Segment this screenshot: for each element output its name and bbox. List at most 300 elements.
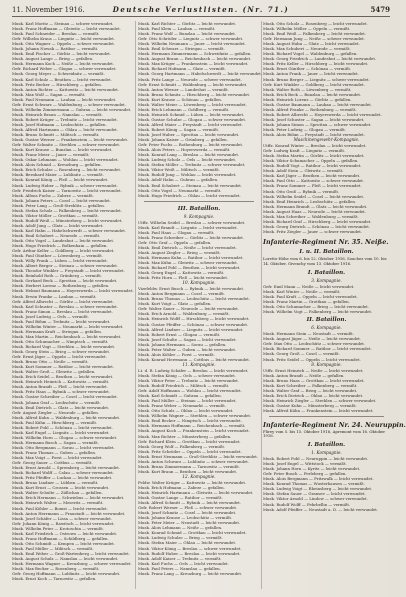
casualty-entry: Musk. Bruno Haas — Grottkau — leicht verwundet. <box>263 377 365 383</box>
casualty-entry: Musk. Fritz Lange — Neurode — schwer verwundet. <box>138 76 242 82</box>
casualty-entry: Musk. August Lange — Brieg — gefallen. <box>12 56 94 62</box>
casualty-entry: Musk. Viktor Weiß — Militsch — vermißt. <box>138 167 220 173</box>
casualty-entry: Musk. Oskar Lehmann — Wohlau — leicht verwundet. <box>12 157 119 163</box>
casualty-entry: Musk. Max Voigt — Forst — leicht verwundet. <box>12 455 103 461</box>
casualty-entry: Musk. Kurt Krause — Bunzlau — leicht verwundet. <box>12 147 113 153</box>
casualty-entry: Musk. Anton Herrmann — Fraustadt — leicht verwundet. <box>12 510 126 516</box>
casualty-entry: Musk. Max Kühn — Gleiwitz — schwer verwundet. <box>138 260 238 266</box>
casualty-entry: Musk. Rudolf Vogt — Ratibor — leicht verwundet. <box>263 163 362 169</box>
casualty-entry: Musk. Paul Haas — Glogau — vermißt. <box>138 229 215 235</box>
casualty-entry: Musk. Ernst Arnold — Spremberg — leicht verwundet. <box>12 465 121 471</box>
casualty-entry: Gefr. Hermann Jung — Neiße — schwer verwundet. <box>263 36 365 42</box>
casualty-entry: Musk. Johann Hermann — Sorau — gefallen. <box>138 341 227 347</box>
casualty-entry: Gefr. Robert Werner — Pleß — schwer verwundet. <box>138 505 238 511</box>
section-heading: III. Bataillon. <box>177 205 221 212</box>
casualty-entry: Musk. Gustav Werner — Frankenstein — leicht verwundet. <box>12 137 129 143</box>
casualty-entry: Musk. Wilhelm Wagner — Strehlen — schwer verwundet. <box>138 413 252 419</box>
casualty-entry: Musk. Karl Fuchs — Oels — leicht verwundet. <box>138 560 229 566</box>
casualty-entry: Musk. Bruno Otto — Neiße — vermißt. <box>12 359 89 365</box>
casualty-entry: Musk. Erich Hermann — Schwiebus — leicht verwundet. <box>12 495 125 501</box>
section-heading: I. u. II. Bataillon. <box>299 249 354 256</box>
casualty-entry: Musk. Heinrich Ziegler — Strehlen — schwer verwundet. <box>263 397 377 403</box>
subsection-heading: Maschinengewehr-Kompagnie. <box>293 137 360 143</box>
casualty-entry: Musk. Karl Friedrich — Ostrowo — leicht verwundet. <box>12 530 118 536</box>
casualty-entry: Musk. Paul Kühn — Hirschberg — vermißt. <box>12 419 98 425</box>
casualty-entry: Musk. Viktor Schumacher — Oppeln — gefallen. <box>263 158 359 164</box>
casualty-entry: Musk. Alfred Kuhn — Waldenburg — leicht verwundet. <box>12 414 121 420</box>
casualty-entry: Utffz. Konrad Winter — Breslau — leicht verwundet. <box>263 143 367 149</box>
casualty-entry: Musk. Karl Hahn — Habelschwerdt — schwer verwundet. <box>12 227 127 233</box>
casualty-entry: Musk. Hermann Busch — Sagan — vermißt. <box>12 439 99 445</box>
page-header <box>12 4 390 17</box>
casualty-entry: Musk. Heinrich Walter — Meseritz — vermißt. <box>12 500 104 506</box>
casualty-entry: Musk. Adolf Hahn — Guhrau — gefallen. <box>138 177 219 183</box>
casualty-entry: Musk. Rudolf Jung — Wohlau — leicht verwundet. <box>138 172 237 178</box>
casualty-entry: Utffz. Wilhelm Seidel — Breslau — schwer verwundet. <box>138 219 246 225</box>
casualty-entry: Musk. Heinrich Wolff — Hirschberg — leicht verwundet. <box>138 316 250 322</box>
casualty-entry: Gefr. Peter Fuchs — Rothenburg — leicht verwundet. <box>138 142 244 148</box>
casualty-entry: Gefr. Ernst Jäger — Oppeln — leicht verwundet. <box>12 354 107 360</box>
casualty-entry: Musk. Stefan Scholz — Falkenberg — leicht verwundet. <box>12 207 122 213</box>
casualty-entry: Musk. Peter Walter — Guben — leicht verwundet. <box>138 346 237 352</box>
casualty-entry: Musk. Stefan Martin — Görlitz — leicht verwundet. <box>263 153 365 159</box>
casualty-entry: Musk. Rudolf Friedrich — Militsch — vermißt. <box>138 383 230 389</box>
casualty-entry: Musk. Ludwig Huber — Rybnik — schwer verwundet. <box>12 182 118 188</box>
casualty-entry: Musk. Kurt Voigt — Glatz — gefallen. <box>138 301 212 307</box>
casualty-entry: Gefr. Richard Klein — Grottkau — leicht verwundet. <box>138 438 241 444</box>
casualty-entry: Musk. Fritz Becker — Hirschberg — gefallen. <box>12 81 102 87</box>
casualty-entry: Musk. Franz Hoffmann — Schildberg — gefallen. <box>12 535 109 541</box>
casualty-entry: Musk. Hermann Wagner — Kreuzburg — schwer verwundet. <box>12 561 132 567</box>
casualty-entry: Lt. d. R. Ludwig Schäfer — Breslau — leicht verwundet. <box>138 367 249 373</box>
casualty-entry: Musk. Albert Berger — Steinau — schwer verwundet. <box>12 263 119 269</box>
casualty-entry: Musk. Georg Wolf — Falkenberg — vermißt. <box>138 443 226 449</box>
casualty-entry: Musk. Ernst Neumann — Groß-Strehlitz — leicht verwundet. <box>138 453 259 459</box>
casualty-entry: Musk. Hermann Hoffmann — Reichenbach — vermißt. <box>138 423 246 429</box>
casualty-entry: Musk. Wilhelm Horn — Glogau — schwer verwundet. <box>12 434 118 440</box>
casualty-entry: Vizefeldw. Ernst Busch — Rybnik — leicht verwundet. <box>138 286 245 292</box>
casualty-entry: Musk. Stefan Sauer — Gransee — leicht verwundet. <box>263 491 366 497</box>
casualty-entry: Musk. Johann Peters — Cosel — leicht verwundet. <box>12 197 111 203</box>
casualty-entry: Musk. Paul Günther — Löwenberg — vermißt. <box>12 253 104 259</box>
section-heading: II. Bataillon. <box>306 317 347 324</box>
casualty-entry: Musk. Franz Hoffmann — Gleiwitz — leicht verwundet. <box>12 26 121 32</box>
casualty-entry: Musk. Paul Schneider — Breslau — vermißt. <box>12 31 100 37</box>
casualty-entry: Musk. Georg Hartmann — Habelschwerdt — leicht verwundet. <box>138 71 263 77</box>
casualty-entry: Musk. Erwin Franke — Lauban — vermißt. <box>12 293 97 299</box>
text-column-1 <box>12 21 134 591</box>
column-divider <box>135 21 136 589</box>
casualty-entry: Musk. Bruno Schmitt — Militsch — vermißt. <box>12 132 100 138</box>
casualty-entry: Musk. Hermann Kraft — Striegau — gefallen. <box>12 328 102 334</box>
casualty-entry: Musk. Emil Schubert — Neurode — vermißt. <box>12 232 101 238</box>
text-column-2 <box>138 21 263 591</box>
casualty-entry: Musk. Hugo Friedrich — Ohlau — leicht verwundet. <box>138 192 241 198</box>
location-note: Loretto-Höhe vom 6. bis 12. Oktober 1916, Souchez vom 10. bis 14. Oktober, Givenchy vom 13. Oktober 1916. <box>263 256 387 267</box>
casualty-entry: Musk. Alois Peters — Hoyerswerda — vermißt. <box>138 147 231 153</box>
casualty-entry: Musk. Karl Brandt — Liegnitz — leicht verwundet. <box>138 224 238 230</box>
casualty-entry: Musk. Franz Lang — Kreuzburg — leicht verwundet. <box>138 570 243 576</box>
casualty-entry: Musk. Wilhelm Vogt — Falkenberg — leicht verwundet. <box>263 309 373 315</box>
casualty-entry: Musk. August Jäger — Neiße — leicht verwundet. <box>263 336 362 342</box>
casualty-entry: Gefr. Wilhelm Kraus — Liegnitz — leicht verwundet. <box>12 36 116 42</box>
casualty-entry: Musk. Johann Krause — Leobschütz — vermißt. <box>138 515 233 521</box>
casualty-entry: Musk. Alfred Franke — Rothenburg — vermißt. <box>263 106 357 112</box>
casualty-entry: Musk. Anton Frank — Jauer — leicht verwundet. <box>263 71 359 77</box>
casualty-entry: Musk. August Haas — Neurode — leicht verwundet. <box>263 208 366 214</box>
casualty-entry: Gefr. Alfred Albrecht — Görlitz — leicht verwundet. <box>12 298 114 304</box>
casualty-entry: Musk. Peter Meier — Neustadt — leicht verwundet. <box>138 520 241 526</box>
casualty-entry: Musk. Otto Vogel — Landeshut — leicht verwundet. <box>12 238 115 244</box>
casualty-entry: Gefr. August Ziegler — Neurode — gefallen. <box>12 409 100 415</box>
casualty-entry: Musk. Alfred Kühn — Frankenstein — leicht verwundet. <box>263 407 374 413</box>
casualty-entry: Musk. Alfons Fuchs — Zabrze — vermißt. <box>12 192 94 198</box>
casualty-entry: Musk. Paul Kraft — Oppeln — leicht verwundet. <box>263 294 358 300</box>
casualty-entry: Musk. Fritz Pfeiffer — Luckau — leicht verwundet. <box>12 475 113 481</box>
casualty-entry: Gefr. Peter Busch — Perleberg — gefallen. <box>263 471 347 477</box>
casualty-entry: Musk. Richard Vogt — Strehlen — leicht verwundet. <box>12 344 116 349</box>
casualty-entry: Gefr. Georg Hoffmann — Lublinitz — leicht verwundet. <box>12 571 121 577</box>
casualty-entry: Musk. Bruno Thomas — Leobschütz — leicht verwundet. <box>138 296 250 302</box>
casualty-entry: Gefr. Walter Schmitz — Strehlen — schwer verwundet. <box>12 142 121 148</box>
casualty-entry: Musk. August Schulz — Namslau — leicht verwundet. <box>12 555 119 561</box>
casualty-entry: Musk. Emil Weiß — Falkenberg — leicht verwundet. <box>263 31 367 37</box>
casualty-entry: Musk. Viktor Peter — Trebnitz — leicht verwundet. <box>138 378 240 383</box>
location-note: Flirey vom 5. bis 15. Oktober 1916, Apremont vom 16. Oktober 1916. <box>263 428 386 439</box>
header-date: 11. November 1916. <box>12 6 85 14</box>
casualty-entry: Gefr. Otto Schröder — Liegnitz — schwer verwundet. <box>138 36 244 42</box>
casualty-entry: Musk. Georg Groß — Cosel — vermißt. <box>263 351 340 357</box>
casualty-entry: Musk. Konrad Thomas — Wusterhausen — vermißt. <box>263 481 365 487</box>
casualty-entry: Musk. Alois Köhler — Forst — vermißt. <box>138 351 215 357</box>
casualty-entry: Musk. Anton Brandt — Pleß — leicht verwundet. <box>12 384 108 390</box>
casualty-entry: Musk. Peter Lang — Groß-Strehlitz — gefallen. <box>12 202 105 208</box>
casualty-entry: Musk. Theodor Winkler — Freystadt — leicht verwundet. <box>12 268 125 274</box>
casualty-entry: Musk. Josef Huber — Sprottau — leicht verwundet. <box>138 132 240 138</box>
casualty-entry: Musk. Gustav Baumann — Lauban — leicht verwundet. <box>263 101 372 107</box>
casualty-entry: Musk. Otto Vogel — Neumarkt — vermißt. <box>138 187 222 193</box>
casualty-entry: Musk. Josef Engel — Wittstock — vermißt. <box>263 461 347 467</box>
casualty-entry: Musk. Georg Friedrich — Landeshut — leicht verwundet. <box>263 56 377 62</box>
casualty-entry: Musk. Franz Weber — Neumarkt — vermißt. <box>138 403 227 409</box>
casualty-entry: Musk. Kurt Krause — Schönau — gefallen. <box>138 96 223 102</box>
casualty-entry: Musk. Ernst Günther — Schönau — vermißt. <box>263 66 352 72</box>
regiment-heading: Infanterie-Regiment Nr. 35. Neiße. <box>263 237 389 246</box>
casualty-entry: Musk. Stefan Maier — Ohlau — leicht verwundet. <box>138 540 237 546</box>
casualty-entry: Musk. Alfred Lindner — Liegnitz — leicht verwundet. <box>138 326 244 332</box>
casualty-entry: Musk. Josef Hofmann — Leobschütz — gefallen. <box>12 121 107 127</box>
casualty-entry: Musk. Wilhelm Seidel — Cosel — leicht verwundet. <box>263 193 365 199</box>
casualty-entry: Musk. Bernhard Maier — Lublinitz — vermißt. <box>12 172 104 178</box>
casualty-entry: Musk. Walter Graf — Brieg — leicht verwundet. <box>263 387 358 393</box>
casualty-entry: Musk. Max Becker — Rosenberg — vermißt. <box>12 566 100 572</box>
casualty-entry: Musk. Peter Ludwig — Glogau — vermißt. <box>263 126 347 132</box>
casualty-entry: Musk. Erich Dietrich — Ohlau — leicht verwundet. <box>263 392 364 398</box>
casualty-entry: Musk. Alfred Hartmann — Ohlau — leicht verwundet. <box>12 126 118 132</box>
casualty-entry: Musk. Richard Hofmann — Glatz — vermißt. <box>138 66 226 72</box>
casualty-entry: Musk. August Hahn — Glatz — leicht verwundet. <box>263 41 360 47</box>
casualty-entry: Musk. Rudolf Wolff — Fehrbellin — vermißt. <box>263 501 351 507</box>
casualty-entry: Musk. Max Krüger — Frankenstein — leicht verwundet. <box>138 61 249 67</box>
casualty-entry: Gefr. Ernst Schwarz — Waldenburg — schwer verwundet. <box>12 101 126 107</box>
casualty-entry: Musk. Alois Schmid — Kreuzburg — gefallen. <box>12 162 102 168</box>
casualty-entry: Musk. Franz Meier — Jauer — vermißt. <box>12 152 90 158</box>
casualty-entry: Musk. Paul Müller — Steinau — leicht verwundet. <box>138 398 237 404</box>
casualty-entry: Musk. Josef Schäfer — Lissa — schwer verwundet. <box>12 515 113 521</box>
casualty-entry: Musk. Emil Heinrich — Leobschütz — gefallen. <box>263 198 357 204</box>
subsection-heading: 6. Kompagnie. <box>311 325 342 331</box>
casualty-entry: Musk. Kurt Sommer — Ratibor — leicht verwundet. <box>12 364 114 370</box>
casualty-entry: Gefr. Ernst Schmitt — Waldenburg — leicht verwundet. <box>138 81 248 87</box>
casualty-entry: Musk. Gustav Pfeiffer — Schönau — schwer verwundet. <box>138 321 249 327</box>
casualty-entry: Musk. Georg Engel — Kattowitz — vermißt. <box>138 270 225 276</box>
casualty-entry: Musk. Richard Wolff — Calau — schwer verwundet. <box>12 470 114 476</box>
casualty-entry: Gefr. Kurt Winkler — Goldberg — leicht verwundet. <box>263 81 365 87</box>
casualty-entry: Musk. Willy Frank — Lüben — leicht verwundet. <box>12 258 108 264</box>
casualty-entry: Musk. Rudolf Huber — Breslau — leicht verwundet. <box>138 550 241 556</box>
casualty-entry: Musk. Hermann Koch — Neiße — leicht verwundet. <box>12 61 115 67</box>
casualty-entry: Musk. Otto Scholz — Rosenberg — leicht verwundet. <box>263 21 368 26</box>
casualty-entry: Musk. Max Martin — Reichenbach — leicht verwundet. <box>12 333 122 339</box>
casualty-entry: Musk. Erich Arnold — Waldenburg — vermißt. <box>138 311 230 317</box>
casualty-entry: Musk. Karl Schmidt — Guhrau — gefallen. <box>138 393 222 399</box>
casualty-entry: Musk. Hermann Brandt — Glatz — leicht verwundet. <box>263 203 368 209</box>
casualty-entry: Musk. Erich Schulze — Rosenberg — leicht verwundet. <box>12 167 122 173</box>
casualty-entry: Musk. Max Schreiber — Waldenburg — vermißt. <box>263 213 359 219</box>
casualty-entry: Musk. Emil Fischer — Görlitz — leicht verwundet. <box>12 51 112 57</box>
casualty-entry: Musk. Paul Müller — Militsch — vermißt. <box>12 545 94 551</box>
casualty-entry: Musk. Alfred Maier — Freystadt — leicht verwundet. <box>138 121 243 127</box>
casualty-entry: Musk. Heinrich Lorenz — Görlitz — gefallen. <box>263 96 352 102</box>
casualty-entry: Musk. Bruno Zimmermann — Tarnowitz — vermißt. <box>138 463 241 469</box>
casualty-entry: Musk. Franz Schreiber — Görlitz — leicht verwundet. <box>138 234 245 240</box>
casualty-entry: Musk. Walter Meier — Löwenberg — leicht verwundet. <box>138 101 247 107</box>
casualty-entry: Gefr. Richard Weber — Glogau — schwer verwundet. <box>12 66 117 72</box>
casualty-entry: Musk. August Koch — Frankenstein — leicht verwundet. <box>138 428 250 434</box>
subsection-heading: 9. Kompagnie. <box>183 213 215 219</box>
casualty-entry: Musk. Adolf Kaiser — Trebnitz — vermißt. <box>138 555 222 561</box>
casualty-entry: Gefr. Friedrich Kaiser — Tarnowitz — leicht verwundet. <box>12 187 122 193</box>
casualty-entry: Musk. Max Richter — Münsterberg — gefallen. <box>138 433 232 439</box>
casualty-entry: Musk. Gerhard Beck — Sprottau — leicht verwundet. <box>12 278 118 284</box>
casualty-entry: Musk. Alois Lehmann — Neiße — gefallen. <box>138 525 223 531</box>
casualty-entry: Musk. Konrad Herrmann — Cottbus — leicht verwundet. <box>138 356 251 362</box>
casualty-entry: Musk. Otto Schumacher — Nimptsch — vermißt. <box>12 338 109 344</box>
column-divider <box>261 21 262 589</box>
casualty-entry: Musk. Karl Moritz — Steinau — schwer verwundet. <box>12 21 114 26</box>
casualty-entry: Musk. Erich Beck — Bunzlau — leicht verwundet. <box>263 91 362 97</box>
casualty-entry: Feldw. Walter Krüger — Kattowitz — leicht verwundet. <box>138 479 247 485</box>
casualty-entry: Musk. Viktor Arnold — Lindow — schwer verwundet. <box>263 496 368 502</box>
casualty-entry: Musk. Erich Seidel — Beuthen — leicht verwundet. <box>12 374 114 380</box>
casualty-entry: Musk. Hugo Friedrich — Bolkenhain — gefallen. <box>12 243 108 249</box>
casualty-entry: Musk. Robert Krüger — Trebnitz — leicht verwundet. <box>12 116 118 122</box>
casualty-entry: Musk. Bruno Berger — Liegnitz — schwer verwundet. <box>263 76 370 82</box>
casualty-entry: Musk. Viktor Möller — Grottkau — vermißt. <box>12 212 99 218</box>
casualty-entry: Musk. Josef Schmitz — Cosel — leicht verwundet. <box>138 510 237 516</box>
casualty-entry: Musk. August Ziegler — Brieg — vermißt. <box>138 249 221 255</box>
casualty-entry: Musk. Otto Wagner — Oppeln — schwer verwundet. <box>12 41 116 47</box>
casualty-entry: Musk. Johann Nowak — Ratibor — vermißt. <box>12 46 99 52</box>
casualty-entry: Musk. Otto Schumacher — Brieg — leicht verwundet. <box>263 304 369 310</box>
casualty-entry: Musk. Anton Schwarz — Lublinitz — schwer verwundet. <box>138 458 250 464</box>
casualty-entry: Musk. Gustav Schreiber — Cosel — leicht verwundet. <box>12 394 118 400</box>
casualty-entry: Musk. Bruno Lindner — Lübben — vermißt. <box>12 480 99 486</box>
casualty-entry: Musk. Wilhelm Zimmermann — Guhrau — leicht verwundet. <box>12 106 132 112</box>
casualty-entry: Musk. Gustav Schulze — Glogau — schwer verwundet. <box>138 116 247 122</box>
casualty-entry: Musk. Franz Sommer — Pleß — leicht verwundet. <box>263 183 362 189</box>
casualty-entry: Musk. Johann Graf — Leobschütz — vermißt. <box>12 399 101 405</box>
casualty-entry: Musk. Emil Schwarz — Striegau — vermißt. <box>138 46 225 52</box>
casualty-entry: Musk. Georg Meyer — Schweidnitz — vermißt. <box>12 71 105 77</box>
casualty-entry: Musk. Josef Schuster — Sagan — leicht verwundet. <box>263 116 365 122</box>
casualty-entry: Musk. Reinhold Roth — Grünberg — vermißt. <box>12 273 103 279</box>
casualty-entry: Musk. Johann Simon — Sprottau — schwer verwundet. <box>263 121 372 127</box>
casualty-entry: Musk. Johann Kaiser — Grünberg — gefallen. <box>138 137 228 143</box>
casualty-entry: Musk. Walter Schulte — Züllichau — gefallen. <box>12 490 103 496</box>
casualty-entry: Musk. Alois Böhm — Freystadt — leicht verwundet. <box>263 132 365 138</box>
casualty-entry: Musk. Franz Thomas — Guben — gefallen. <box>12 449 97 455</box>
casualty-entry: Musk. Hermann Stein — Neustadt — vermißt. <box>263 331 354 337</box>
casualty-entry: Musk. Karl Winter — Neiße — vermißt. <box>263 289 341 295</box>
casualty-entry: Musk. Adolf Pfeiffer — Neustadt a. D. — leicht verwundet. <box>263 506 379 512</box>
casualty-entry: Musk. Gustav Kuhn — Münsterberg — vermißt. <box>263 402 357 408</box>
casualty-entry: Musk. Kurt Schreiber — Falkenberg — vermißt. <box>263 382 358 388</box>
casualty-entry: Musk. Otto Groß — Rybnik — vermißt. <box>263 188 340 194</box>
casualty-entry: Musk. Gustav Lange — Ratibor — vermißt. <box>138 495 223 501</box>
casualty-entry: Musk. Wilhelm Winter — Neumarkt — leicht verwundet. <box>12 323 124 329</box>
casualty-entry: Musk. Richard Vogel — Waldenburg — gefallen. <box>263 51 358 57</box>
casualty-entry: Musk. Walter Roth — Löwenberg — vermißt. <box>263 86 352 92</box>
casualty-entry: Musk. Rudolf Weiß — Münsterberg — leicht verwundet. <box>12 217 123 223</box>
casualty-entry: Musk. Karl Jäger — Beuthen — leicht verwundet. <box>263 173 361 179</box>
section-heading: I. Bataillon. <box>307 442 346 449</box>
casualty-entry: Musk. Hermann Zimmermann — Schweidnitz — gefallen. <box>138 51 252 57</box>
casualty-entry: Musk. Karl Schulz — Beuthen — leicht verwundet. <box>12 76 112 82</box>
casualty-entry: Musk. Viktor König — Breslau — schwer verwundet. <box>138 545 242 551</box>
subsection-heading: 12. Kompagnie. <box>182 473 216 479</box>
casualty-entry: Musk. Richard Graf — Hirschberg — leicht verwundet. <box>263 218 372 224</box>
text-column-3 <box>263 21 406 591</box>
casualty-entry: Musk. Otto Schmidt — Kempen — leicht verwundet. <box>12 540 115 546</box>
casualty-entry: Musk. Georg Dietrich — Schönau — leicht verwundet. <box>263 223 370 229</box>
casualty-entry: Musk. Konrad König — Pleß — leicht verwundet. <box>12 177 109 183</box>
casualty-entry: Musk. Hermann Kuhn — Ratibor — leicht verwundet. <box>138 254 244 260</box>
casualty-entry: Musk. Anton Richter — Kattowitz — leicht verwundet. <box>12 86 120 92</box>
casualty-entry: Musk. Helmut Baumann — Hoyerswerda — leicht verwundet. <box>12 288 134 294</box>
subsection-heading: 3. Kompagnie. <box>311 278 342 284</box>
section-rule <box>144 201 254 202</box>
casualty-entry: Musk. Alois Bergmann — Pritzwalk — leicht verwundet. <box>263 476 374 482</box>
casualty-entry: Musk. Richard Sommer — Ratibor — leicht verwundet. <box>263 346 372 352</box>
casualty-entry: Musk. Anton Brandt — Neiße — gefallen. <box>263 372 345 378</box>
casualty-entry: Musk. Paul Neumann — Lauban — leicht verwundet. <box>12 96 117 102</box>
casualty-entry: Musk. Kurt Braun — Beuthen — leicht verwundet. <box>138 468 238 474</box>
section-rule <box>269 416 384 417</box>
casualty-entry: Musk. Max Schubert — Neurode — vermißt. <box>263 46 351 52</box>
casualty-entry: Musk. Alfred Schmitt — Rybnik — leicht verwundet. <box>138 500 242 506</box>
casualty-entry: Musk. Wilhelm Peter — Krotoschin — vermißt. <box>12 525 105 531</box>
casualty-entry: Musk. Johann Horn — Kyritz — leicht verwundet. <box>263 466 361 472</box>
casualty-entry: Musk. Franz Martin — Grottkau — gefallen. <box>263 299 350 305</box>
casualty-entry: Gefr. Walter Sauer — Neurode — leicht verwundet. <box>138 306 240 312</box>
casualty-entry: Musk. Adolf Stein — Gleiwitz — vermißt. <box>263 168 344 174</box>
casualty-entry: Musk. Erich Lehmann — Goldberg — vermißt. <box>138 106 230 112</box>
casualty-entry: Musk. Konrad Schmid — Grottkau — leicht verwundet. <box>138 530 247 536</box>
casualty-entry: Musk. Wilhelm Neumann — Jauer — leicht verwundet. <box>138 41 246 47</box>
casualty-entry: Musk. Richard Pohl — Beuthen — leicht verwundet. <box>138 265 241 271</box>
casualty-entry: Gefr. Emil Mann — Neiße — leicht verwundet. <box>263 284 355 290</box>
casualty-entry: Musk. Robert Pohl — Neuruppin — leicht verwundet. <box>263 456 369 462</box>
casualty-entry: Musk. Karl Richter — Görlitz — leicht verwundet. <box>138 21 237 26</box>
casualty-entry: Musk. Emil Dietrich — Neiße — leicht verwundet. <box>138 244 237 250</box>
casualty-entry: Musk. Paul Klein — Lauban — vermißt. <box>138 26 216 32</box>
casualty-entry: Musk. Robert Pohl — Schönau — leicht verwundet. <box>12 424 113 430</box>
casualty-entry: Musk. Paul Otto — Kattowitz — schwer verwundet. <box>263 178 365 184</box>
casualty-entry: Musk. Emil Dietrich — Glatz — leicht verwundet. <box>12 404 110 410</box>
casualty-entry: Musk. Fritz Keller — Hirschberg — leicht verwundet. <box>263 61 369 67</box>
casualty-entry: Gefr. Adolf Hoffmann — Wohlau — leicht verwundet. <box>138 388 242 394</box>
casualty-entry: Gefr. Max Otto — Leobschütz — schwer verwundet. <box>263 341 366 347</box>
casualty-entry: Musk. Konrad Lang — Breslau — leicht verwundet. <box>138 152 240 158</box>
casualty-entry: Musk. Josef Schulte — Sagan — leicht verwundet. <box>138 336 237 342</box>
subsection-heading: 1. Kompagnie. <box>311 450 342 456</box>
casualty-entry: Musk. Heinrich Schmid — Lüben — leicht verwundet. <box>138 111 245 117</box>
casualty-entry: Musk. Emil Schubert — Steinau — leicht verwundet. <box>138 182 243 188</box>
casualty-entry: Gefr. Ludwig Kraft — Liegnitz — vermißt. <box>263 148 346 154</box>
casualty-entry: Musk. Emil Becker — Nimptsch — leicht verwundet. <box>138 418 242 424</box>
casualty-entry: Utffz. Ernst Heinrich — Neiße — leicht verwundet. <box>263 367 364 373</box>
casualty-entry: Gefr. Georg Sauer — Cottbus — vermißt. <box>12 460 93 466</box>
casualty-entry: Musk. Stefan König — Oels — schwer verwundet. <box>138 372 236 378</box>
casualty-entry: Musk. Fritz Horn — Pleß — leicht verwundet. <box>138 275 229 281</box>
casualty-entry: Musk. Fritz Schröder — Oppeln — leicht verwundet. <box>138 448 242 454</box>
casualty-entry: Musk. Karl Engel — Liegnitz — leicht verwundet. <box>12 429 110 435</box>
casualty-entry: Gefr. Arthur Keller — Goldberg — leicht verwundet. <box>12 248 115 254</box>
subsection-heading: 11. Kompagnie. <box>182 361 216 367</box>
casualty-entry: Musk. Wilhelm Möller — Oppeln — vermißt. <box>263 26 351 32</box>
casualty-entry: Musk. Stefan Möller — Trebnitz — schwer verwundet. <box>138 162 246 168</box>
casualty-entry: Musk. Karl Schuster — Breslau — schwer verwundet. <box>12 303 118 309</box>
casualty-entry: Musk. Erich Hofmann — Zabrze — gefallen. <box>138 484 225 490</box>
casualty-entry: Musk. Fritz Seidel — Oppeln — leicht verwundet. <box>263 356 361 362</box>
casualty-entry: Gefr. Johann König — Rawitsch — leicht verwundet. <box>12 520 115 526</box>
casualty-entry: Musk. Fritz Haas — Rybnik — schwer verwundet. <box>12 389 111 395</box>
casualty-entry: Musk. Ludwig Voigt — Rheinsberg — leicht verwundet. <box>263 486 373 492</box>
casualty-entry: Musk. Ernst Koch — Tarnowitz — gefallen. <box>12 576 97 582</box>
casualty-entry: Musk. August Braun — Reichenbach — leicht verwundet. <box>138 56 252 62</box>
casualty-entry: Musk. Herbert Lorenz — Rothenburg — gefallen. <box>12 283 110 289</box>
casualty-entry: Musk. Ludwig Schulze — Brieg — vermißt. <box>138 535 223 541</box>
casualty-entry: Musk. Emil Weber — Groß-Wartenberg — leicht verwundet. <box>12 550 130 556</box>
casualty-entry: Musk. Otto Bergmann — Sorau — leicht verwundet. <box>12 444 115 450</box>
casualty-entry: Musk. Adolf Jung — Glatz — leicht verwundet. <box>12 222 104 228</box>
header-title: Deutsche Verlustlisten. (Nr. 71.) <box>112 5 290 14</box>
casualty-entry: Musk. Heinrich Hartmann — Gleiwitz — leicht verwundet. <box>138 489 254 495</box>
section-heading: I. Bataillon. <box>307 270 346 277</box>
regiment-heading: Infanterie-Regiment Nr. 24. Neuruppin. <box>263 421 406 429</box>
casualty-entry: Musk. Paul Köhler — Bomst — leicht verwundet. <box>12 505 108 511</box>
casualty-entry: Musk. Max Wolf — Sagan — vermißt. <box>12 91 86 97</box>
subsection-heading: 8. Kompagnie. <box>311 361 342 367</box>
casualty-entry: Musk. Paul Böhm — Trebnitz — leicht verwundet. <box>12 318 111 324</box>
casualty-entry: Musk. Heinrich Heinrich — Kattowitz — vermißt. <box>12 379 110 385</box>
casualty-entry: Musk. Kurt Ernst — Crossen — leicht verwundet. <box>12 485 110 491</box>
casualty-entry: Musk. Georg Stein — Brieg — schwer verwundet. <box>12 349 111 355</box>
casualty-entry: Musk. Otto Schulz — Ohlau — leicht verwundet. <box>138 408 234 414</box>
casualty-entry: Musk. Robert Albrecht — Hoyerswerda — leicht verwundet. <box>263 111 382 117</box>
casualty-entry: Gefr. Otto Graf — Oppeln — gefallen. <box>138 239 212 245</box>
